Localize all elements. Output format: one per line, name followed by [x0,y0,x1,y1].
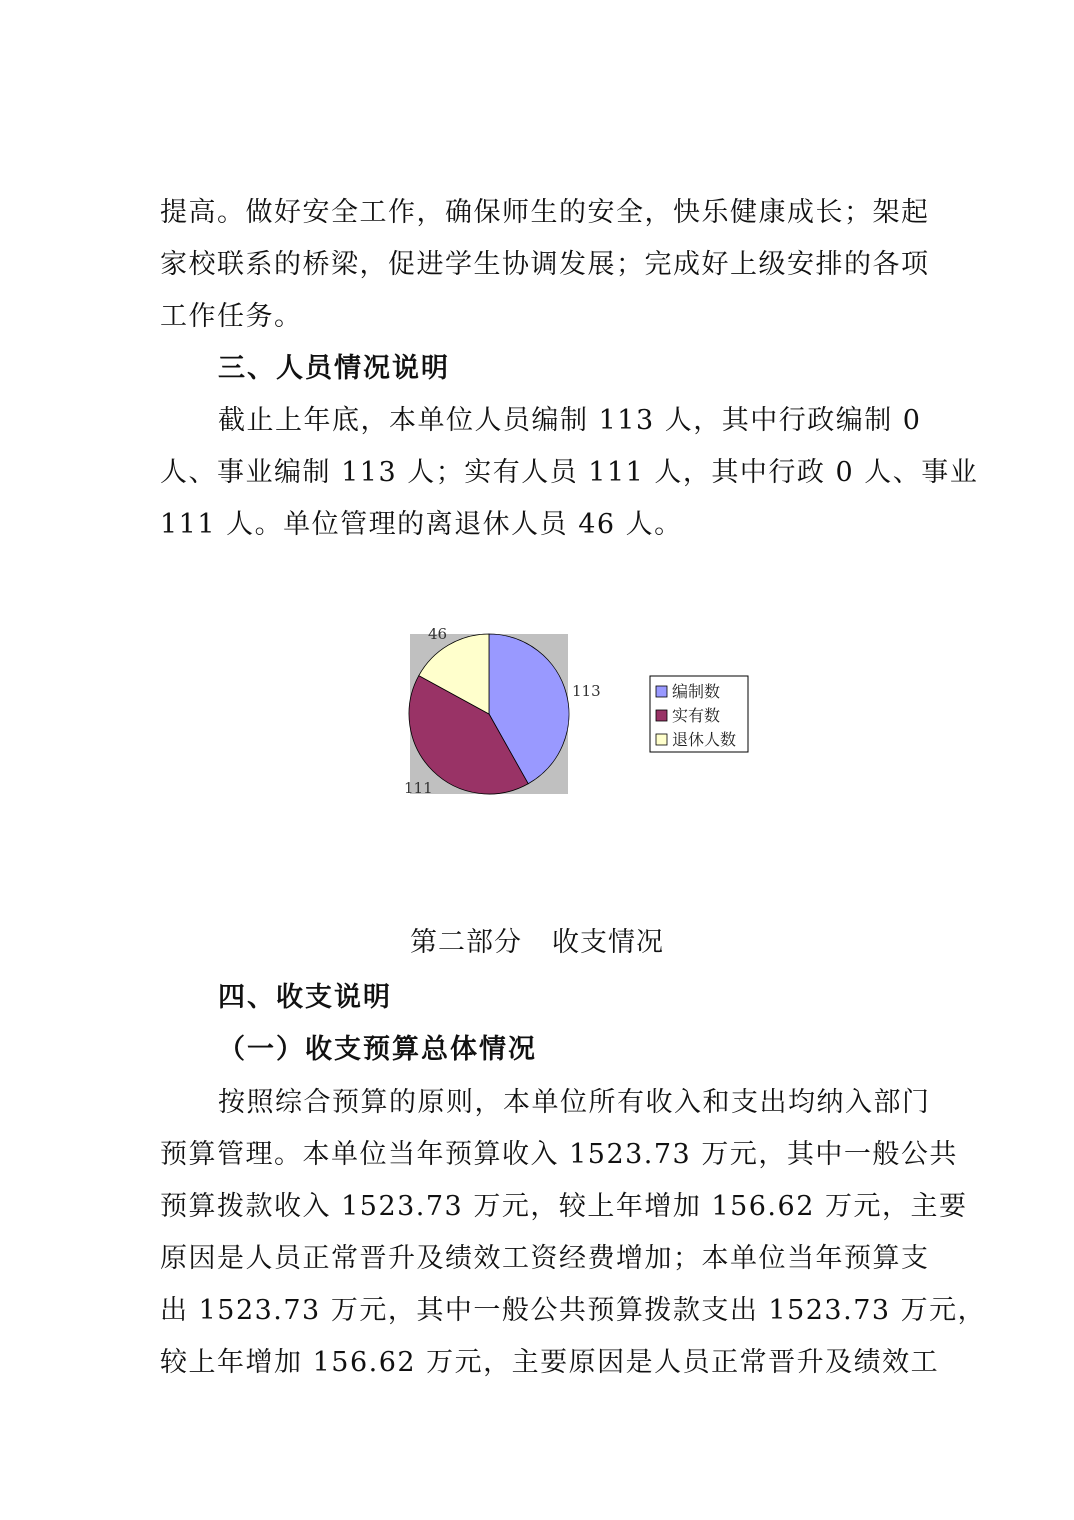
legend-label-3: 退休人数 [672,730,737,749]
section-3-heading: 三、人员情况说明 [218,353,450,384]
pie-data-label-2: 111 [404,779,433,797]
pie-data-label-3: 46 [428,625,448,643]
section-4-heading: 四、收支说明 [218,982,392,1013]
para3-line-2: 预算管理。本单位当年预算收入 1523.73 万元，其中一般公共 [160,1139,958,1170]
para2-line-2: 人、事业编制 113 人；实有人员 111 人，其中行政 0 人、事业 [160,457,979,488]
subsection-1-heading: （一）收支预算总体情况 [218,1034,537,1065]
para1-line-2: 家校联系的桥梁，促进学生协调发展；完成好上级安排的各项 [160,249,930,280]
para3-line-3: 预算拨款收入 1523.73 万元，较上年增加 156.62 万元，主要 [160,1191,968,1222]
legend-label-1: 编制数 [672,682,721,701]
para2-line-3: 111 人。单位管理的离退休人员 46 人。 [160,509,683,540]
para3-line-5: 出 1523.73 万元，其中一般公共预算拨款支出 1523.73 万元， [160,1295,987,1326]
para3-line-4: 原因是人员正常晋升及绩效工资经费增加；本单位当年预算支 [160,1243,930,1274]
para3-line-1: 按照综合预算的原则，本单位所有收入和支出均纳入部门 [218,1087,931,1118]
legend-swatch-3 [656,734,667,745]
legend-swatch-2 [656,710,667,721]
legend-label-2: 实有数 [672,706,721,725]
part-2-title-right: 收支情况 [552,927,664,958]
chart-legend [650,676,748,752]
part-2-title-left: 第二部分 [410,927,522,958]
para2-line-1: 截止上年底，本单位人员编制 113 人，其中行政编制 0 [218,405,922,436]
pie-data-label-1: 113 [572,682,601,700]
para1-line-1: 提高。做好安全工作，确保师生的安全，快乐健康成长；架起 [160,197,930,228]
part-2-title [0,920,1074,959]
staff-pie-chart [400,620,760,810]
para1-line-3: 工作任务。 [160,301,303,332]
legend-swatch-1 [656,686,667,697]
para3-line-6: 较上年增加 156.62 万元，主要原因是人员正常晋升及绩效工 [160,1347,940,1378]
